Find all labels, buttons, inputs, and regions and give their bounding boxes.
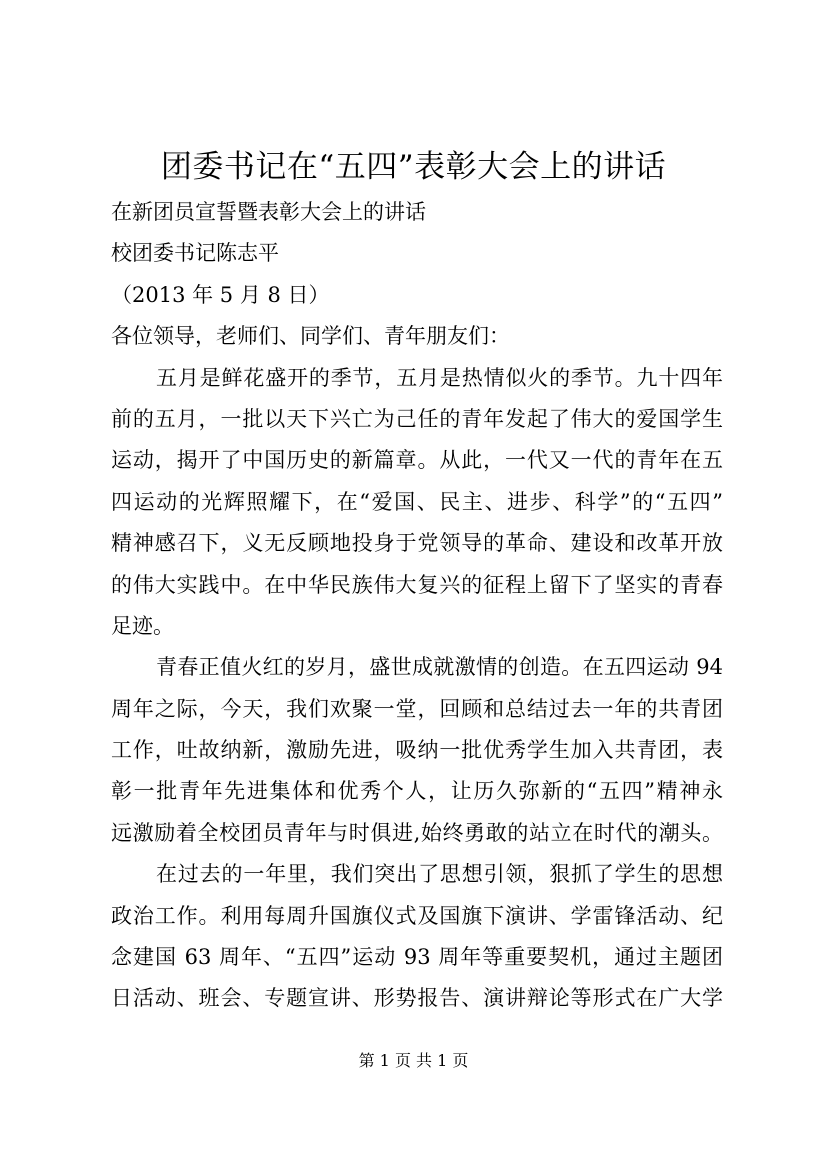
paragraph-line: 五月是鲜花盛开的季节，五月是热情似火的季节。九十四年	[156, 365, 723, 390]
paragraph-line: 四运动的光辉照耀下，在“爱国、民主、进步、科学”的“五四”	[111, 489, 723, 514]
author-line: 校团委书记陈志平	[111, 241, 279, 266]
document-body	[111, 192, 723, 1020]
paragraph-line: 远激励着全校团员青年与时俱进,始终勇敢的站立在时代的潮头。	[111, 820, 723, 845]
paragraph-line: 运动，揭开了中国历史的新篇章。从此，一代又一代的青年在五	[111, 448, 723, 473]
date-line: （2013 年 5 月 8 日）	[111, 282, 330, 307]
paragraph-line: 的伟大实践中。在中华民族伟大复兴的征程上留下了坚实的青春	[111, 572, 723, 597]
paragraph-line: 前的五月，一批以天下兴亡为己任的青年发起了伟大的爱国学生	[111, 406, 723, 431]
paragraph-line: 彰一批青年先进集体和优秀个人，让历久弥新的“五四”精神永	[111, 779, 723, 804]
paragraph-line: 足迹。	[111, 613, 174, 638]
paragraph-line: 在过去的一年里，我们突出了思想引领，狠抓了学生的思想	[156, 862, 723, 887]
paragraph-line: 日活动、班会、专题宣讲、形势报告、演讲辩论等形式在广大学	[111, 986, 723, 1011]
paragraph-line: 精神感召下，义无反顾地投身于党领导的革命、建设和改革开放	[111, 531, 723, 556]
salutation-line: 各位领导，老师们、同学们、青年朋友们：	[111, 324, 510, 349]
subtitle-line: 在新团员宣誓暨表彰大会上的讲话	[111, 200, 426, 224]
paragraph-line: 政治工作。利用每周升国旗仪式及国旗下演讲、学雷锋活动、纪	[111, 903, 723, 928]
page-footer: 第 1 页 共 1 页	[358, 1051, 469, 1070]
paragraph-line: 工作，吐故纳新，激励先进，吸纳一批优秀学生加入共青团，表	[111, 738, 723, 763]
paragraph-line: 青春正值火红的岁月，盛世成就激情的创造。在五四运动 94	[156, 655, 723, 680]
document-title: 团委书记在“五四”表彰大会上的讲话	[160, 149, 667, 185]
paragraph-line: 周年之际，今天，我们欢聚一堂，回顾和总结过去一年的共青团	[111, 696, 723, 721]
paragraph-line: 念建国 63 周年、“五四”运动 93 周年等重要契机，通过主题团	[111, 945, 723, 970]
